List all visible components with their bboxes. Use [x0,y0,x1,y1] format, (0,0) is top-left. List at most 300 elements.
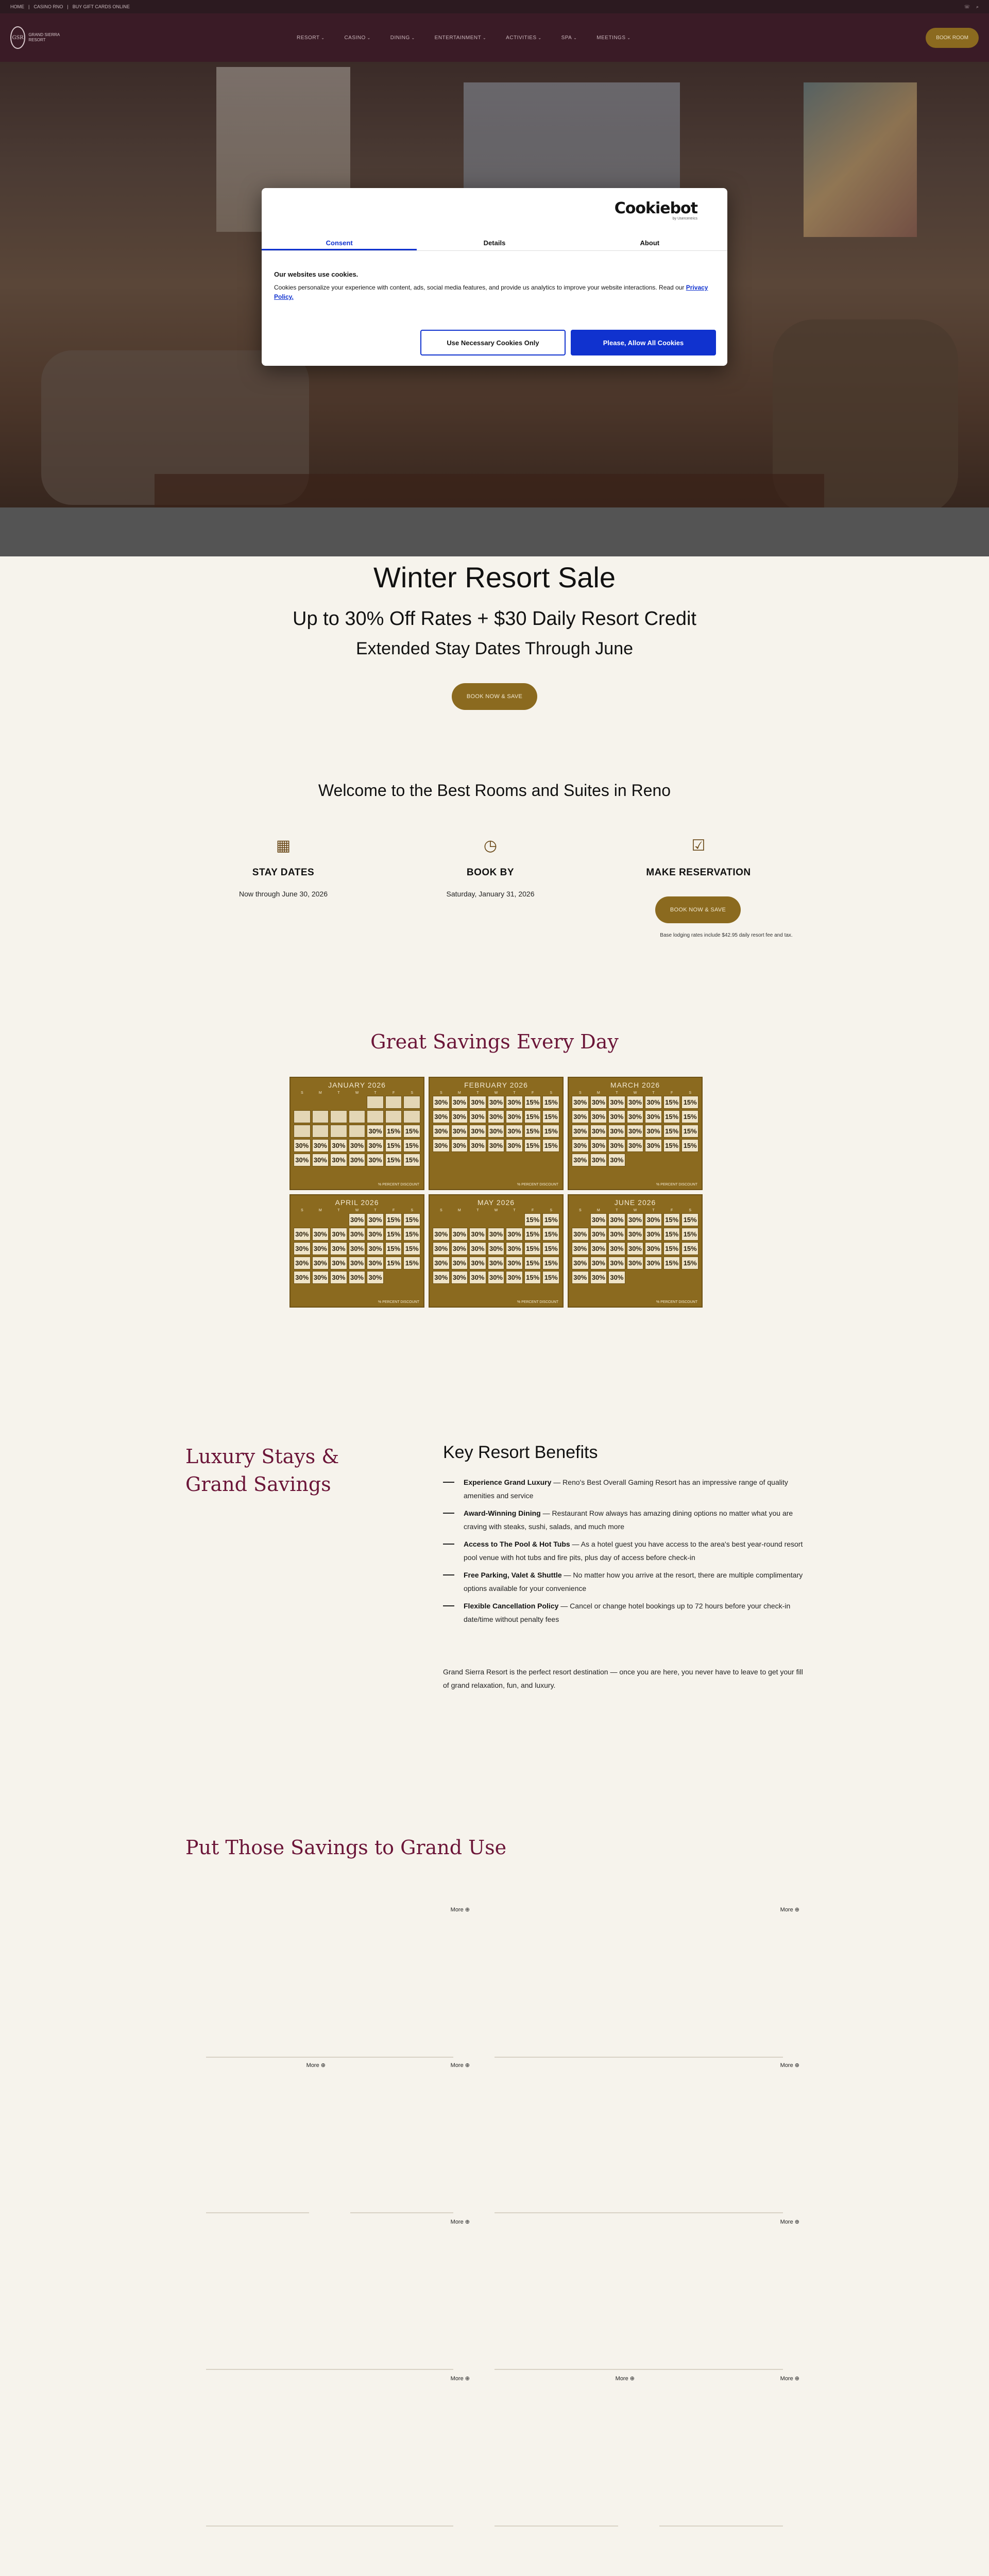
more-link[interactable]: More ⊕ [450,2062,470,2069]
weekday-label: F [392,1209,395,1212]
calendar-legend: % PERCENT DISCOUNT [378,1183,419,1187]
tab-consent[interactable]: Consent [262,235,417,250]
privacy-policy-link[interactable]: Privacy Policy. [274,284,708,300]
calendar-day: 30% [506,1096,523,1109]
savings-calendar [289,1077,424,1190]
main-nav [297,35,630,41]
sale-subtitle: Up to 30% Off Rates + $30 Daily Resort Credit [293,608,696,630]
calendar-day: 30% [608,1228,625,1241]
topbar-link-casino[interactable]: CASINO RNO [33,4,63,9]
calendar-month: MAY 2026 [477,1198,515,1207]
calendar-day: 30% [608,1154,625,1166]
calendar-day: 30% [590,1213,607,1226]
calendar-day [312,1110,329,1123]
cookie-body [274,283,717,301]
calendar-day: 30% [469,1228,486,1241]
calendar-day: 15% [681,1228,698,1241]
weekday-label: S [439,1091,442,1095]
offer-card[interactable] [474,1903,804,2058]
calendar-day: 30% [627,1110,644,1123]
calendar-day [385,1271,402,1284]
weekday-label: S [439,1209,442,1212]
calendar-day [294,1213,311,1226]
stay-dates-label: STAY DATES [252,867,315,878]
calendar-day: 30% [645,1110,662,1123]
calendar-day [403,1096,420,1109]
more-link[interactable]: More ⊕ [780,2062,799,2069]
search-icon[interactable]: ⌕ [976,4,979,9]
offer-card[interactable] [185,2372,474,2527]
calendar-day: 30% [506,1257,523,1269]
calendar-day [349,1096,366,1109]
calendar-day [572,1213,589,1226]
calendar-grid [572,1213,698,1284]
cookie-heading: Our websites use cookies. [274,270,359,278]
calendar-day [451,1154,468,1166]
benefit-name: Access to The Pool & Hot Tubs [464,1540,570,1548]
calendar-day: 30% [367,1228,384,1241]
calendar-day [627,1154,644,1166]
calendar-day: 15% [403,1213,420,1226]
weekday-label: T [513,1209,516,1212]
calendar-day: 30% [433,1257,450,1269]
calendar-day: 30% [367,1125,384,1138]
calendar-day: 30% [627,1242,644,1255]
calendar-day: 30% [488,1228,505,1241]
calendar-day: 30% [572,1242,589,1255]
calendar-day: 30% [488,1125,505,1138]
calendar-day: 15% [542,1213,559,1226]
nav-entertainment[interactable]: ENTERTAINMENT ⌄ [435,35,487,41]
calendar-grid [433,1213,559,1284]
benefit-text: — Restaurant Row always has amazing dining options no matter what you are craving with steaks, sushi, salads, and much more [464,1509,793,1531]
calendar-day: 30% [488,1257,505,1269]
calendar-day: 30% [627,1257,644,1269]
calendar-day: 30% [469,1257,486,1269]
calendar-day: 30% [330,1257,347,1269]
calendar-day: 30% [469,1096,486,1109]
calendar-day: 15% [542,1096,559,1109]
calendar-day: 30% [294,1242,311,1255]
clock-icon: ◷ [483,837,498,854]
calendar-day [469,1154,486,1166]
calendar-day: 30% [433,1096,450,1109]
calendar-day: 30% [645,1242,662,1255]
calendar-day: 30% [367,1271,384,1284]
calendar-weekdays [294,1091,420,1095]
calendar-day: 15% [663,1139,680,1152]
offer-card[interactable] [185,2215,474,2370]
nav-spa[interactable]: SPA ⌄ [561,35,577,41]
weekday-label: F [670,1091,673,1095]
savings-title: Great Savings Every Day [370,1030,619,1053]
weekday-label: F [392,1091,395,1095]
cookiebot-logo: Cookiebot [614,199,697,217]
more-link[interactable]: More ⊕ [450,2376,470,2382]
cookiebot-logo-sub: by Usercentrics [672,217,697,221]
calendar-day: 30% [312,1228,329,1241]
calendar-day: 15% [542,1139,559,1152]
calendar-day [469,1213,486,1226]
cookie-tabs [262,235,727,251]
calendar-day: 30% [433,1139,450,1152]
weekday-label: W [494,1091,498,1095]
calendar-day [294,1096,311,1109]
more-link[interactable]: More ⊕ [450,2219,470,2225]
book-by-col [413,837,568,898]
weekday-label: F [670,1209,673,1212]
weekday-label: T [337,1209,340,1212]
weekday-label: S [689,1091,692,1095]
card-underline [494,2369,783,2370]
calendar-day: 15% [663,1213,680,1226]
sale-title: Winter Resort Sale [373,561,616,594]
nav-meetings[interactable]: MEETINGS ⌄ [596,35,630,41]
calendar-day [524,1154,541,1166]
calendar-day: 30% [572,1125,589,1138]
calendar-day: 15% [524,1242,541,1255]
calendar-day: 15% [385,1213,402,1226]
calendar-month: JUNE 2026 [614,1198,656,1207]
calendar-day: 30% [590,1110,607,1123]
calendar-legend: % PERCENT DISCOUNT [656,1300,697,1304]
offer-card[interactable] [185,2059,330,2213]
card-underline [206,2212,309,2213]
offer-card[interactable] [474,2059,804,2213]
calendar-day: 30% [590,1096,607,1109]
calendar-day: 30% [590,1242,607,1255]
calendar-day [330,1213,347,1226]
card-underline [494,2212,783,2213]
weekday-label: T [652,1209,655,1212]
calendar-day: 30% [451,1096,468,1109]
weekday-label: S [578,1091,582,1095]
calendar-day: 30% [312,1271,329,1284]
weekday-label: S [411,1091,414,1095]
weekday-label: W [355,1091,359,1095]
nav-resort[interactable]: RESORT ⌄ [297,35,325,41]
calendar-weekdays [294,1209,420,1212]
calendar-day: 30% [349,1154,366,1166]
calendar-month: MARCH 2026 [610,1081,660,1089]
tab-details[interactable]: Details [483,239,506,247]
calendar-day [294,1110,311,1123]
calendar-day [312,1213,329,1226]
calendar-day: 30% [590,1139,607,1152]
calendar-day: 30% [367,1154,384,1166]
calendar-day: 30% [367,1257,384,1269]
calendar-day [488,1154,505,1166]
calendar-day: 15% [542,1110,559,1123]
calendar-day: 30% [572,1228,589,1241]
card-underline [206,2369,453,2370]
sale-subtitle-2: Extended Stay Dates Through June [355,639,634,658]
calendar-day: 15% [524,1125,541,1138]
calendar-day: 30% [627,1096,644,1109]
calendar-day: 30% [488,1271,505,1284]
calendar-day: 15% [663,1110,680,1123]
benefit-item [443,1506,804,1533]
calendar-day: 30% [645,1257,662,1269]
calendar-day: 15% [524,1213,541,1226]
calendar-day [330,1125,347,1138]
calendar-day: 30% [294,1271,311,1284]
calendar-day: 15% [681,1096,698,1109]
calendar-day: 30% [488,1139,505,1152]
calendar-day: 30% [294,1139,311,1152]
benefits-title: Key Resort Benefits [443,1443,598,1462]
cookie-consent-dialog [262,188,727,366]
calendar-day: 15% [542,1125,559,1138]
calendar-day [433,1154,450,1166]
calendar-day: 30% [627,1139,644,1152]
calendar-day: 15% [403,1228,420,1241]
calendar-day: 30% [590,1154,607,1166]
calendar-day: 15% [681,1110,698,1123]
calendar-day: 30% [451,1125,468,1138]
calendar-day: 15% [681,1257,698,1269]
calendar-day [330,1110,347,1123]
card-underline [494,2526,618,2527]
calendar-day: 30% [469,1242,486,1255]
book-room-button[interactable]: BOOK ROOM [926,28,979,48]
calendar-day: 30% [627,1213,644,1226]
calendar-day: 30% [627,1125,644,1138]
logo-wordmark: GRAND SIERRA RESORT [28,32,60,42]
calendar-day: 30% [608,1139,625,1152]
calendar-day: 15% [542,1242,559,1255]
calendar-day: 30% [506,1125,523,1138]
calendar-day: 30% [367,1242,384,1255]
topbar-link-home[interactable]: HOME [10,4,24,9]
calendar-day: 30% [506,1110,523,1123]
benefit-text: — No matter how you arrive at the resort, there are multiple complimentary options available for your convenience [464,1571,803,1592]
calendar-day: 30% [469,1125,486,1138]
calendar-day [312,1125,329,1138]
calendar-day: 30% [506,1228,523,1241]
calendar-day: 15% [385,1228,402,1241]
calendar-day: 30% [367,1139,384,1152]
calendar-day: 30% [572,1271,589,1284]
main-header [0,13,989,62]
calendar-day [294,1125,311,1138]
hero-bottom-band [0,507,989,556]
weekday-label: W [633,1209,637,1212]
calendar-day: 15% [681,1213,698,1226]
more-link[interactable]: More ⊕ [615,2376,635,2382]
calendar-day [506,1154,523,1166]
calendar-day: 15% [542,1228,559,1241]
calendar-day: 15% [524,1257,541,1269]
calendar-day: 30% [488,1242,505,1255]
benefit-item [443,1476,804,1502]
luxury-paragraph: Grand Sierra Resort is the perfect resort destination — once you are here, you never have to leave to get your fill of grand relaxation, fun, and luxury. [443,1668,803,1689]
weekday-label: S [300,1209,303,1212]
calendar-day [488,1213,505,1226]
calendar-day [403,1110,420,1123]
calendar-day: 15% [403,1139,420,1152]
calendar-day: 30% [433,1125,450,1138]
calendar-day: 30% [572,1154,589,1166]
top-utility-bar: HOME | CASINO RNO | BUY GIFT CARDS ONLINE ☏ ⌕ [0,0,989,13]
calendar-day: 15% [524,1096,541,1109]
weekday-label: F [531,1091,534,1095]
weekday-label: W [633,1091,637,1095]
calendar-legend: % PERCENT DISCOUNT [517,1300,558,1304]
calendar-day: 30% [469,1139,486,1152]
necessary-cookies-button[interactable]: Use Necessary Cookies Only [420,330,566,355]
calendar-day: 30% [590,1125,607,1138]
benefit-name: Flexible Cancellation Policy [464,1602,559,1610]
calendar-day [451,1213,468,1226]
more-link[interactable]: More ⊕ [780,1907,799,1913]
calendar-day [681,1154,698,1166]
luxury-title: Luxury Stays & Grand Savings [185,1445,339,1496]
reserve-book-now-button[interactable]: BOOK NOW & SAVE [655,896,741,923]
calendar-day: 30% [294,1228,311,1241]
weekday-label: S [300,1091,303,1095]
offer-card[interactable] [330,2059,474,2213]
topbar-link-giftcards[interactable]: BUY GIFT CARDS ONLINE [72,4,130,9]
calendar-day: 30% [312,1257,329,1269]
book-by-label: BOOK BY [466,867,515,878]
calendar-day: 15% [524,1228,541,1241]
calendar-day: 30% [349,1228,366,1241]
calendar-day: 30% [506,1242,523,1255]
calendar-day: 30% [590,1228,607,1241]
offer-card[interactable] [474,2372,639,2527]
make-reservation-col [621,837,776,878]
calendar-grid [572,1096,698,1166]
calendar-day: 30% [469,1110,486,1123]
calendar-day: 15% [663,1242,680,1255]
more-link[interactable]: More ⊕ [306,2062,326,2069]
calendar-day: 15% [663,1096,680,1109]
calendar-day: 30% [312,1154,329,1166]
calendar-day: 30% [572,1257,589,1269]
calendar-day: 30% [349,1213,366,1226]
calendar-day: 30% [330,1242,347,1255]
calendar-day: 30% [349,1271,366,1284]
calendar-weekdays [572,1209,698,1212]
calendar-day: 30% [572,1096,589,1109]
savings-calendar [429,1194,564,1308]
calendar-day [385,1096,402,1109]
calendar-day [349,1125,366,1138]
calendar-day: 15% [542,1257,559,1269]
weekday-label: S [550,1091,553,1095]
calendar-day: 30% [608,1110,625,1123]
calendar-check-icon: ☑ [691,837,706,854]
calendar-day: 30% [645,1125,662,1138]
weekday-label: W [494,1209,498,1212]
calendar-day: 30% [312,1139,329,1152]
calendar-day: 30% [590,1257,607,1269]
calendar-day: 30% [608,1242,625,1255]
benefit-text: — As a hotel guest you have access to the area's best year-round resort pool venue with hot tubs and fire pits, plus day of access before check-in [464,1540,803,1562]
calendar-weekdays [572,1091,698,1095]
weekday-label: M [596,1091,600,1095]
weekday-label: T [337,1091,340,1095]
benefit-name: Award-Winning Dining [464,1509,541,1517]
calendar-day: 15% [403,1125,420,1138]
calendar-day: 30% [433,1271,450,1284]
card-underline [206,2057,453,2058]
calendar-day: 15% [385,1139,402,1152]
calendar-day: 15% [403,1154,420,1166]
nav-activities[interactable]: ACTIVITIES ⌄ [506,35,541,41]
offer-card[interactable] [474,2215,804,2370]
calendar-day: 30% [488,1096,505,1109]
calendar-day: 15% [385,1154,402,1166]
calendar-day: 30% [608,1096,625,1109]
calendar-day [663,1154,680,1166]
calendar-day [349,1110,366,1123]
calendar-day: 30% [349,1257,366,1269]
calendar-legend: % PERCENT DISCOUNT [656,1183,697,1187]
benefit-item [443,1537,804,1564]
calendar-day: 15% [663,1257,680,1269]
calendar-legend: % PERCENT DISCOUNT [517,1183,558,1187]
nav-dining[interactable]: DINING ⌄ [390,35,415,41]
calendar-day: 30% [506,1139,523,1152]
phone-icon[interactable]: ☏ [964,4,970,9]
calendar-day: 30% [645,1213,662,1226]
calendar-day: 15% [524,1139,541,1152]
weekday-label: M [457,1091,461,1095]
calendar-day: 30% [645,1139,662,1152]
calendar-day: 30% [469,1271,486,1284]
logo-mark: GSR [10,26,25,49]
calendar-day [645,1271,662,1284]
calendar-day: 15% [403,1257,420,1269]
weekday-label: M [596,1209,600,1212]
book-now-save-button[interactable]: BOOK NOW & SAVE [452,683,537,710]
card-underline [659,2526,783,2527]
weekday-label: W [355,1209,359,1212]
calendar-grid [433,1096,559,1166]
nav-casino[interactable]: CASINO ⌄ [344,35,370,41]
card-underline [206,2526,453,2527]
calendar-day: 15% [385,1125,402,1138]
benefit-item [443,1599,804,1626]
calendar-grid [294,1213,420,1284]
rates-note: Base lodging rates include $42.95 daily resort fee and tax. [660,933,793,938]
offer-card[interactable] [639,2372,804,2527]
calendar-day: 30% [294,1257,311,1269]
allow-all-cookies-button[interactable]: Please, Allow All Cookies [571,330,716,355]
calendar-day: 30% [451,1242,468,1255]
more-link[interactable]: More ⊕ [780,2376,799,2382]
gsr-logo[interactable] [10,19,60,56]
offer-card[interactable] [185,1903,474,2058]
calendar-month: JANUARY 2026 [328,1081,386,1089]
stay-dates-col [206,837,361,898]
calendar-day [681,1271,698,1284]
calendar-day: 30% [451,1271,468,1284]
more-link[interactable]: More ⊕ [780,2219,799,2225]
more-link[interactable]: More ⊕ [450,1907,470,1913]
calendar-day [627,1271,644,1284]
calendar-day: 15% [542,1271,559,1284]
calendar-day: 15% [681,1139,698,1152]
calendar-day [645,1154,662,1166]
card-underline [350,2212,453,2213]
calendar-day: 30% [433,1110,450,1123]
calendar-day: 15% [524,1271,541,1284]
weekday-label: T [616,1209,618,1212]
tab-about[interactable]: About [640,239,660,247]
